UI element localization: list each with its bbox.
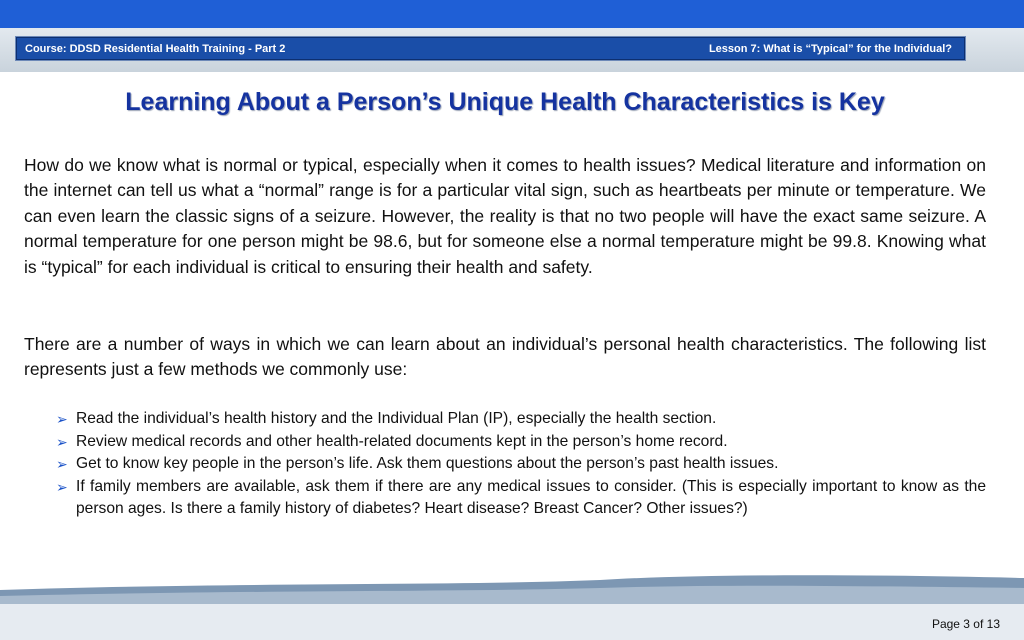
list-item-text: Get to know key people in the person’s life. Ask them questions about the person’s past health issues.	[76, 455, 779, 473]
list-item	[56, 476, 986, 521]
list-item	[56, 453, 986, 476]
list-item-text: If family members are available, ask them if there are any medical issues to consider. (This is especially important to know as the person ages. Is there a family history of diabetes? Heart disease? Breast Cancer? Other issues?)	[76, 477, 986, 518]
list-item	[56, 431, 986, 454]
course-title: Course: DDSD Residential Health Training - Part 2	[25, 42, 286, 55]
arrow-bullet-icon: ➢	[56, 433, 68, 450]
top-bar	[0, 0, 1024, 29]
lesson-title: Lesson 7: What is “Typical” for the Individual?	[708, 42, 952, 55]
slide-title: Learning About a Person’s Unique Health Characteristics is Key	[125, 88, 885, 116]
methods-list	[56, 408, 986, 521]
list-item-text: Review medical records and other health-related documents kept in the person’s home record.	[76, 432, 728, 450]
page-number: Page 3 of 13	[931, 617, 1000, 631]
footer-bar	[0, 604, 1024, 640]
list-item	[56, 408, 986, 431]
arrow-bullet-icon: ➢	[56, 478, 68, 495]
intro-paragraph: How do we know what is normal or typical, especially when it comes to health issues? Medical literature and information on the internet can tell us what a “normal” range is for a particular vital sign, such as heartbeats per minute or temperature. We can even learn the classic signs of a seizure. However, the reality is that no two people will have the exact same seizure. A normal temperature for one person might be 98.6, but for someone else a normal temperature might be 99.8. Knowing what is “typical” for each individual is critical to ensuring their health and safety.	[24, 155, 986, 277]
arrow-bullet-icon: ➢	[56, 411, 68, 427]
methods-paragraph: There are a number of ways in which we can learn about an individual’s personal health characteristics. The following list represents just a few methods we commonly use:	[24, 334, 986, 380]
course-header-bar	[16, 37, 965, 60]
arrow-bullet-icon: ➢	[56, 456, 68, 473]
list-item-text: Read the individual’s health history and the Individual Plan (IP), especially the health section.	[76, 410, 717, 427]
